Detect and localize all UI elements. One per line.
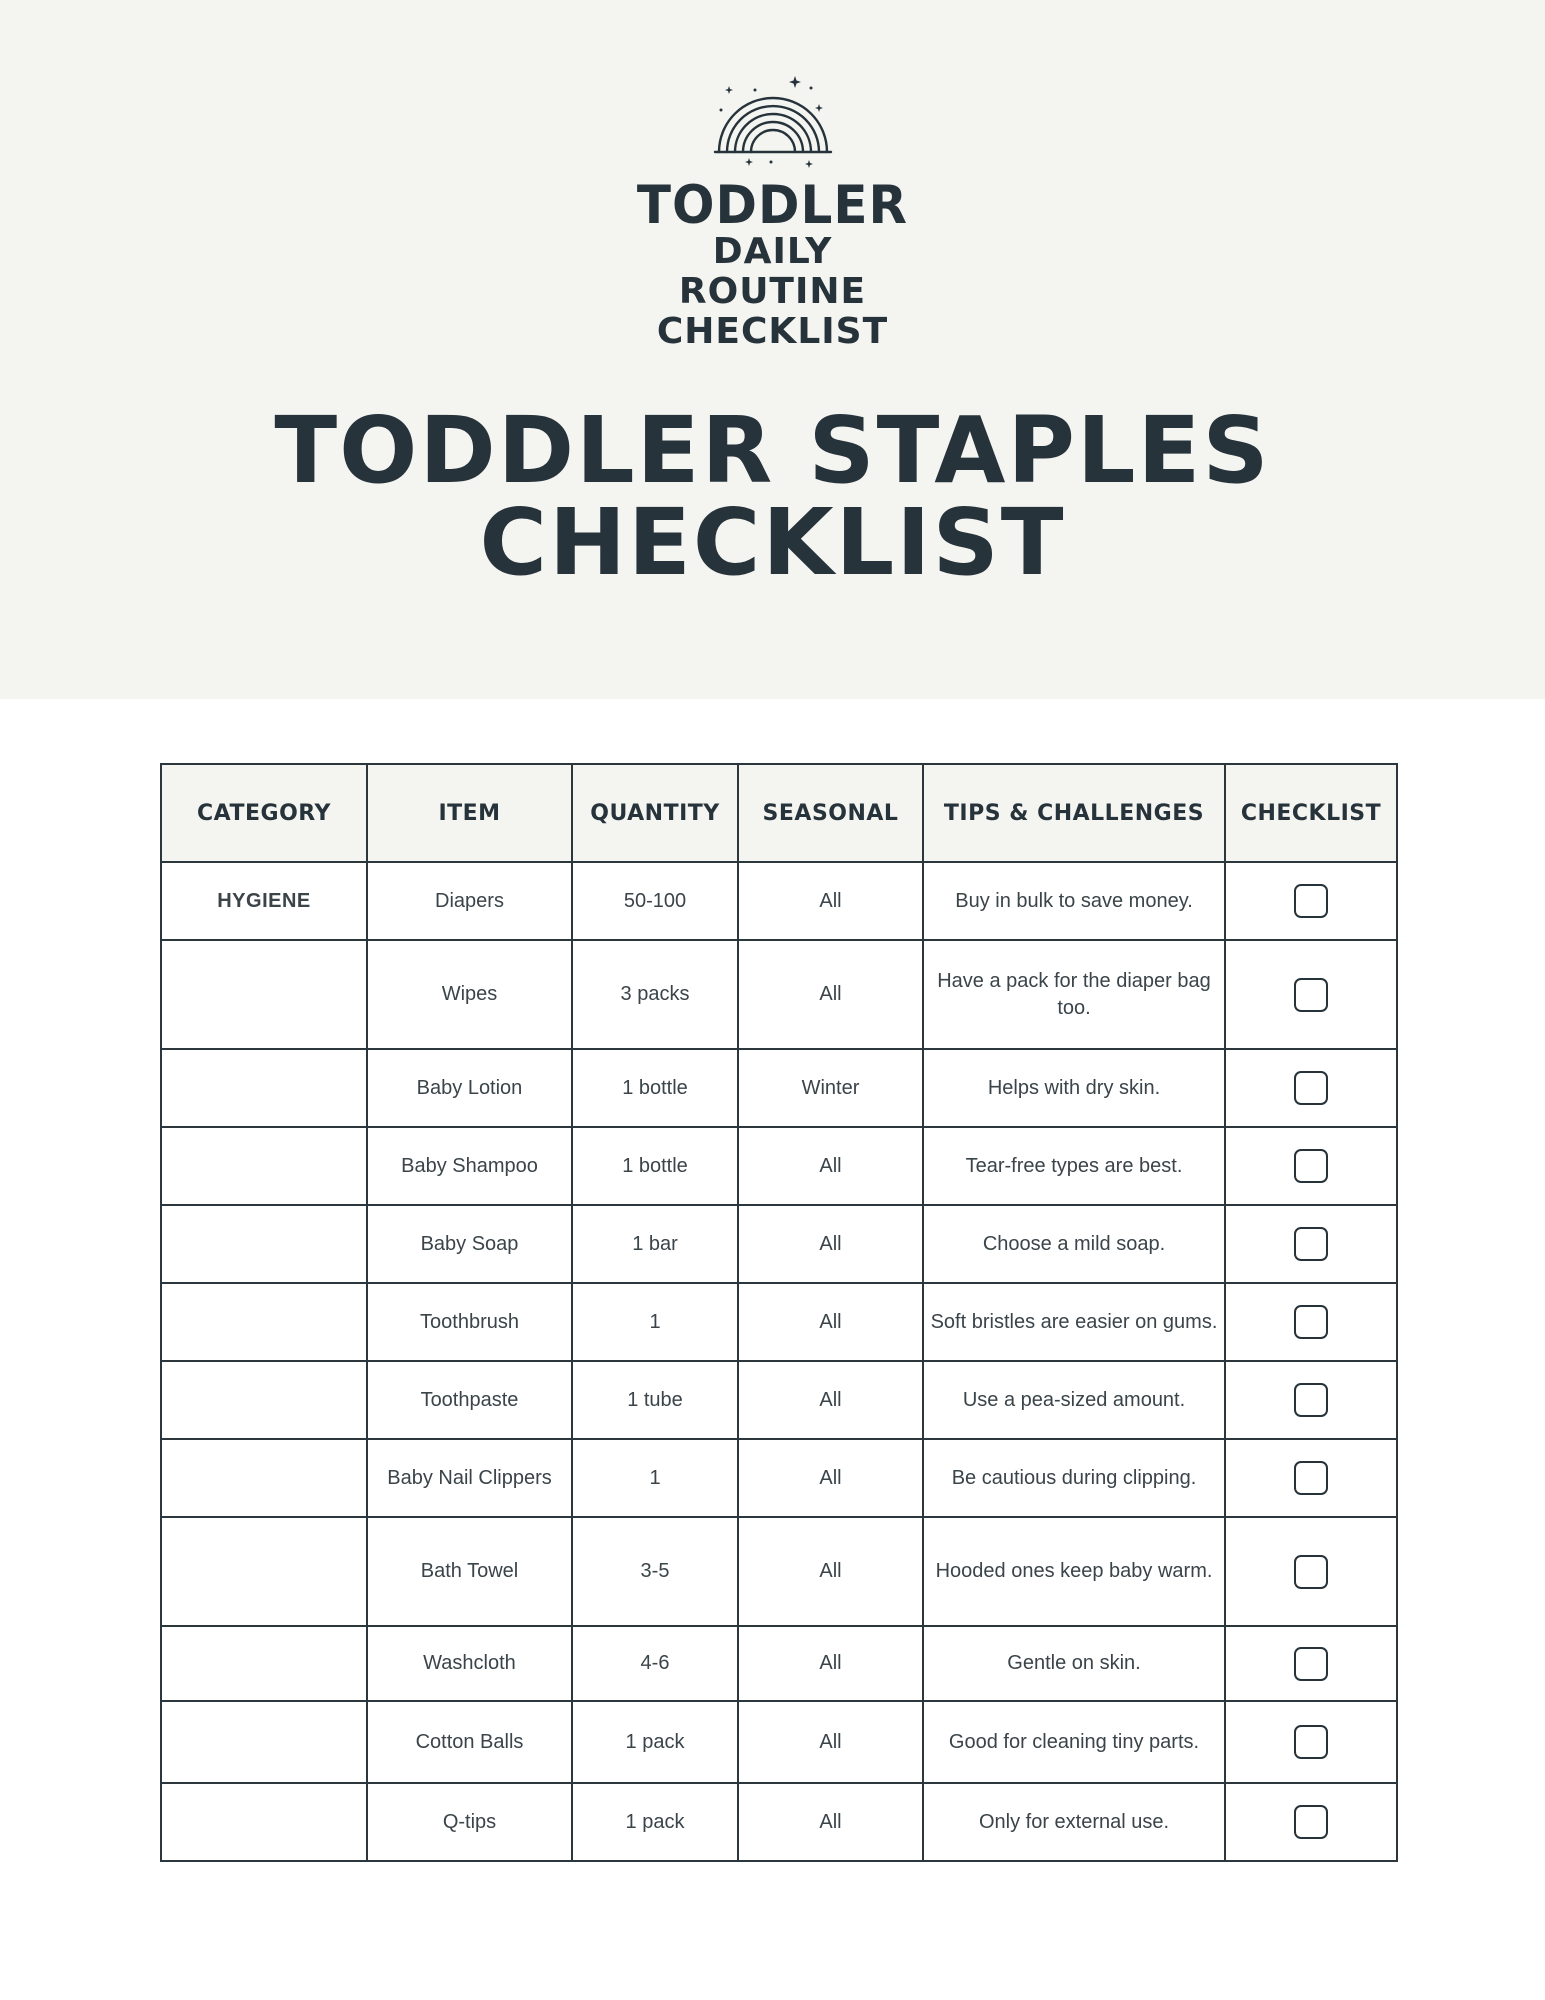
column-header-tips: TIPS & CHALLENGES	[923, 764, 1225, 862]
table-header-row	[161, 764, 1397, 862]
tip-cell: Choose a mild soap.	[923, 1205, 1225, 1283]
tip-cell: Buy in bulk to save money.	[923, 862, 1225, 940]
quantity-cell: 1 bottle	[572, 1049, 738, 1127]
checkbox[interactable]	[1294, 1555, 1328, 1589]
category-cell	[161, 1127, 367, 1205]
quantity-cell: 1	[572, 1439, 738, 1517]
seasonal-cell: All	[738, 1205, 923, 1283]
category-cell	[161, 1783, 367, 1861]
quantity-cell: 50-100	[572, 862, 738, 940]
checklist-cell	[1225, 1783, 1397, 1861]
table-row	[161, 1283, 1397, 1361]
checkbox[interactable]	[1294, 884, 1328, 918]
seasonal-cell: All	[738, 1701, 923, 1783]
item-cell: Baby Soap	[367, 1205, 572, 1283]
tip-cell: Tear-free types are best.	[923, 1127, 1225, 1205]
tip-cell: Gentle on skin.	[923, 1626, 1225, 1701]
quantity-cell: 3 packs	[572, 940, 738, 1049]
item-cell: Cotton Balls	[367, 1701, 572, 1783]
item-cell: Wipes	[367, 940, 572, 1049]
quantity-cell: 1	[572, 1283, 738, 1361]
page-title-line2: CHECKLIST	[479, 489, 1066, 596]
item-cell: Bath Towel	[367, 1517, 572, 1626]
column-header-item: ITEM	[367, 764, 572, 862]
logo	[0, 70, 1545, 350]
quantity-cell: 1 bottle	[572, 1127, 738, 1205]
item-cell: Baby Lotion	[367, 1049, 572, 1127]
seasonal-cell: All	[738, 1783, 923, 1861]
seasonal-cell: All	[738, 1517, 923, 1626]
checklist-cell	[1225, 1283, 1397, 1361]
category-cell: HYGIENE	[161, 862, 367, 940]
table-row	[161, 1361, 1397, 1439]
page-title-line1: TODDLER STAPLES	[274, 397, 1271, 504]
category-cell	[161, 940, 367, 1049]
quantity-cell: 1 bar	[572, 1205, 738, 1283]
item-cell: Toothpaste	[367, 1361, 572, 1439]
table-row	[161, 1439, 1397, 1517]
tip-cell: Hooded ones keep baby warm.	[923, 1517, 1225, 1626]
category-cell	[161, 1626, 367, 1701]
table-row	[161, 1127, 1397, 1205]
column-header-category: CATEGORY	[161, 764, 367, 862]
checklist-cell	[1225, 1517, 1397, 1626]
category-cell	[161, 1361, 367, 1439]
item-cell: Diapers	[367, 862, 572, 940]
checkbox[interactable]	[1294, 1071, 1328, 1105]
logo-line-routine: ROUTINE	[678, 271, 867, 312]
seasonal-cell: All	[738, 1283, 923, 1361]
item-cell: Baby Nail Clippers	[367, 1439, 572, 1517]
checklist-cell	[1225, 862, 1397, 940]
tip-cell: Use a pea-sized amount.	[923, 1361, 1225, 1439]
tip-cell: Helps with dry skin.	[923, 1049, 1225, 1127]
page-title	[0, 397, 1545, 596]
column-header-seasonal: SEASONAL	[738, 764, 923, 862]
category-cell	[161, 1439, 367, 1517]
tip-cell: Good for cleaning tiny parts.	[923, 1701, 1225, 1783]
table-row	[161, 862, 1397, 940]
seasonal-cell: Winter	[738, 1049, 923, 1127]
seasonal-cell: All	[738, 1439, 923, 1517]
table-row	[161, 1701, 1397, 1783]
table-row	[161, 1049, 1397, 1127]
logo-wordmark	[0, 174, 1545, 352]
checkbox[interactable]	[1294, 1725, 1328, 1759]
item-cell: Washcloth	[367, 1626, 572, 1701]
category-cell	[161, 1049, 367, 1127]
table-row	[161, 1626, 1397, 1701]
logo-line-toddler: TODDLER	[636, 174, 909, 236]
tip-cell: Soft bristles are easier on gums.	[923, 1283, 1225, 1361]
category-cell	[161, 1517, 367, 1626]
seasonal-cell: All	[738, 1626, 923, 1701]
checkbox[interactable]	[1294, 1805, 1328, 1839]
table-row	[161, 1205, 1397, 1283]
logo-line-daily: DAILY	[712, 231, 833, 272]
checkbox[interactable]	[1294, 1461, 1328, 1495]
category-cell	[161, 1283, 367, 1361]
table-row	[161, 1783, 1397, 1861]
checklist-cell	[1225, 1127, 1397, 1205]
quantity-cell: 3-5	[572, 1517, 738, 1626]
checklist-cell	[1225, 1439, 1397, 1517]
seasonal-cell: All	[738, 1361, 923, 1439]
quantity-cell: 1 pack	[572, 1701, 738, 1783]
column-header-checklist: CHECKLIST	[1225, 764, 1397, 862]
logo-line-checklist: CHECKLIST	[656, 311, 889, 352]
checkbox[interactable]	[1294, 978, 1328, 1012]
checklist-cell	[1225, 1205, 1397, 1283]
item-cell: Baby Shampoo	[367, 1127, 572, 1205]
checkbox[interactable]	[1294, 1227, 1328, 1261]
checklist-cell	[1225, 1701, 1397, 1783]
seasonal-cell: All	[738, 862, 923, 940]
category-cell	[161, 1701, 367, 1783]
item-cell: Q-tips	[367, 1783, 572, 1861]
quantity-cell: 1 pack	[572, 1783, 738, 1861]
staples-table	[160, 763, 1398, 1862]
tip-cell: Only for external use.	[923, 1783, 1225, 1861]
table-row	[161, 1517, 1397, 1626]
seasonal-cell: All	[738, 940, 923, 1049]
seasonal-cell: All	[738, 1127, 923, 1205]
checkbox[interactable]	[1294, 1305, 1328, 1339]
table-row	[161, 940, 1397, 1049]
tip-cell: Have a pack for the diaper bag too.	[923, 940, 1225, 1049]
quantity-cell: 1 tube	[572, 1361, 738, 1439]
rainbow-stars-icon	[713, 70, 833, 170]
checklist-cell	[1225, 1361, 1397, 1439]
checkbox[interactable]	[1294, 1647, 1328, 1681]
category-cell	[161, 1205, 367, 1283]
tip-cell: Be cautious during clipping.	[923, 1439, 1225, 1517]
item-cell: Toothbrush	[367, 1283, 572, 1361]
checklist-cell	[1225, 1049, 1397, 1127]
quantity-cell: 4-6	[572, 1626, 738, 1701]
checkbox[interactable]	[1294, 1149, 1328, 1183]
checklist-cell	[1225, 1626, 1397, 1701]
checkbox[interactable]	[1294, 1383, 1328, 1417]
checklist-cell	[1225, 940, 1397, 1049]
column-header-quantity: QUANTITY	[572, 764, 738, 862]
